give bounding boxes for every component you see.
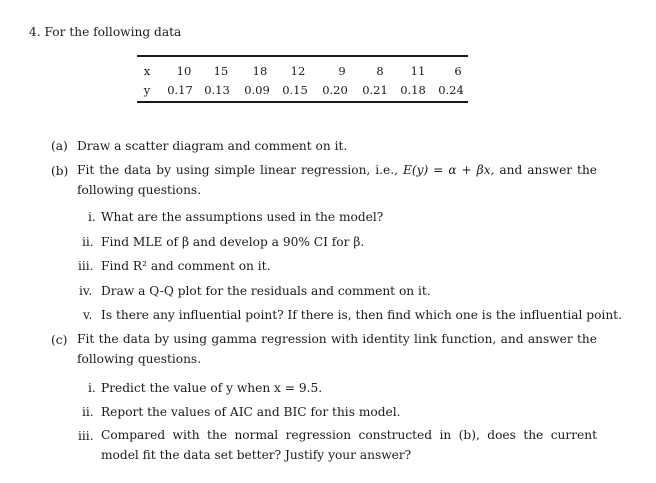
table-y-cell: 0.21 [362,83,388,97]
part-c-sub-label: iii. [78,429,94,443]
part-b-sub-text: What are the assumptions used in the model? [101,210,384,224]
table-x-cell: 10 [176,64,192,78]
part-b-text-start: Fit the data by using simple linear regression, i.e., [77,163,398,177]
part-b-sub-text: Find R² and comment on it. [101,259,271,273]
table-y-cell: 0.20 [322,83,348,97]
table-x-cell: 12 [290,64,306,78]
part-a-label: (a) [51,139,68,153]
table-x-cell: 8 [376,64,384,78]
table-x-cell: 6 [454,64,462,78]
part-b-sub-label: v. [83,308,93,322]
question-number: 4. [29,25,41,39]
part-b-sub-text: Is there any influential point? If there is, then find which one is the influential point. [101,308,622,322]
table-y-label: y [143,83,151,97]
part-b-text-end: and answer the following questions. [77,163,598,197]
table-y-cell: 0.17 [167,83,193,97]
table-x-cell: 11 [410,64,426,78]
part-b-sub-label: iii. [78,259,94,273]
table-x-label: x [143,64,151,78]
part-a-text: Draw a scatter diagram and comment on it. [77,139,348,153]
part-c-sub-text: Compared with the normal regression constructed in (b), does the current model fit the data set better? Justify your answer? [101,428,597,462]
table-y-cell: 0.13 [204,83,230,97]
question-header [29,25,181,39]
table-top-rule [137,55,468,57]
part-b-sub-text: Draw a Q-Q plot for the residuals and comment on it. [101,284,431,298]
part-c-sub-text: Report the values of AIC and BIC for this model. [101,405,401,419]
part-b-formula: E(y) = α + βx, [402,163,495,177]
part-b-sub-text: Find MLE of β and develop a 90% CI for β. [101,235,365,249]
part-b-text [77,160,597,200]
part-c-sub-label: i. [88,381,96,395]
part-b-sub-label: i. [88,210,96,224]
table-y-cell: 0.24 [438,83,464,97]
part-b-sub-label: ii. [82,235,94,249]
part-c-sub-label: ii. [82,405,94,419]
table-x-cell: 18 [252,64,268,78]
part-b-label: (b) [51,164,69,178]
part-b-sub-label: iv. [79,284,93,298]
table-x-cell: 15 [213,64,229,78]
part-c-text: Fit the data by using gamma regression with identity link function, and answer the following questions. [77,332,597,366]
table-y-cell: 0.15 [282,83,308,97]
table-x-cell: 9 [338,64,346,78]
table-y-cell: 0.09 [244,83,270,97]
table-y-cell: 0.18 [400,83,426,97]
part-c-label: (c) [51,333,68,347]
table-bottom-rule [137,101,468,103]
question-title: For the following data [44,25,182,39]
part-c-sub-text: Predict the value of y when x = 9.5. [101,381,323,395]
